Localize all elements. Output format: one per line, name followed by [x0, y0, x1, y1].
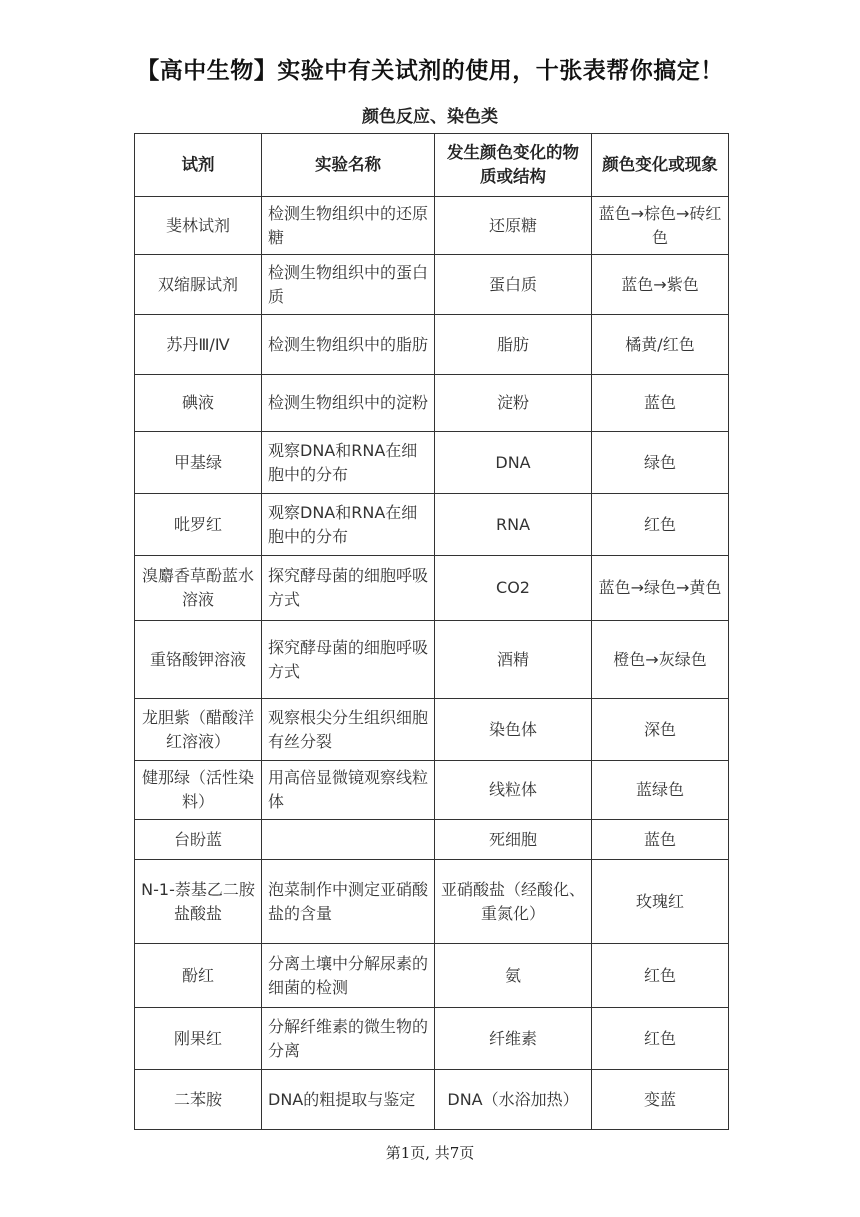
cell-substance: 死细胞 — [435, 820, 592, 860]
cell-substance: 酒精 — [435, 621, 592, 699]
cell-substance: 亚硝酸盐（经酸化、重氮化） — [435, 860, 592, 944]
table-row — [135, 1008, 729, 1070]
table-header-row — [135, 134, 729, 197]
cell-substance: 氨 — [435, 944, 592, 1008]
table-row — [135, 860, 729, 944]
cell-experiment: 用高倍显微镜观察线粒体 — [262, 761, 435, 820]
cell-color-change: 变蓝 — [592, 1070, 729, 1130]
cell-reagent: 台盼蓝 — [135, 820, 262, 860]
cell-color-change: 红色 — [592, 494, 729, 556]
table-row — [135, 621, 729, 699]
table-row — [135, 761, 729, 820]
cell-substance: 还原糖 — [435, 197, 592, 255]
cell-substance: DNA — [435, 432, 592, 494]
cell-reagent: N-1-萘基乙二胺盐酸盐 — [135, 860, 262, 944]
cell-experiment: 观察根尖分生组织细胞有丝分裂 — [262, 699, 435, 761]
cell-color-change: 橙色→灰绿色 — [592, 621, 729, 699]
cell-color-change: 蓝色 — [592, 820, 729, 860]
cell-experiment: 泡菜制作中测定亚硝酸盐的含量 — [262, 860, 435, 944]
cell-reagent: 苏丹Ⅲ/Ⅳ — [135, 315, 262, 375]
cell-substance: 纤维素 — [435, 1008, 592, 1070]
cell-reagent: 龙胆紫（醋酸洋红溶液） — [135, 699, 262, 761]
cell-color-change: 绿色 — [592, 432, 729, 494]
cell-reagent: 碘液 — [135, 375, 262, 432]
table-row — [135, 432, 729, 494]
cell-color-change: 红色 — [592, 944, 729, 1008]
cell-substance: 淀粉 — [435, 375, 592, 432]
cell-experiment: 检测生物组织中的脂肪 — [262, 315, 435, 375]
section-subtitle: 颜色反应、染色类 — [362, 107, 498, 127]
cell-reagent: 重铬酸钾溶液 — [135, 621, 262, 699]
cell-color-change: 红色 — [592, 1008, 729, 1070]
cell-experiment: DNA的粗提取与鉴定 — [262, 1070, 435, 1130]
page-number: 第1页, 共7页 — [385, 1144, 475, 1162]
cell-color-change: 橘黄/红色 — [592, 315, 729, 375]
cell-reagent: 刚果红 — [135, 1008, 262, 1070]
reagent-table — [134, 133, 729, 1130]
header-experiment: 实验名称 — [262, 134, 435, 197]
cell-substance: CO2 — [435, 556, 592, 621]
document-title: 【高中生物】实验中有关试剂的使用，十张表帮你搞定！ — [136, 58, 724, 84]
cell-experiment: 探究酵母菌的细胞呼吸方式 — [262, 621, 435, 699]
header-reagent: 试剂 — [135, 134, 262, 197]
cell-reagent: 双缩脲试剂 — [135, 255, 262, 315]
cell-substance: 蛋白质 — [435, 255, 592, 315]
cell-reagent: 吡罗红 — [135, 494, 262, 556]
cell-experiment: 观察DNA和RNA在细胞中的分布 — [262, 494, 435, 556]
table-row — [135, 944, 729, 1008]
cell-reagent: 斐林试剂 — [135, 197, 262, 255]
cell-experiment: 检测生物组织中的蛋白质 — [262, 255, 435, 315]
cell-substance: 脂肪 — [435, 315, 592, 375]
table-row — [135, 197, 729, 255]
cell-color-change: 蓝色 — [592, 375, 729, 432]
table-row — [135, 494, 729, 556]
cell-reagent: 酚红 — [135, 944, 262, 1008]
cell-substance: 染色体 — [435, 699, 592, 761]
cell-color-change: 玫瑰红 — [592, 860, 729, 944]
cell-reagent: 溴麝香草酚蓝水溶液 — [135, 556, 262, 621]
cell-substance: 线粒体 — [435, 761, 592, 820]
cell-experiment: 分离土壤中分解尿素的细菌的检测 — [262, 944, 435, 1008]
table-row — [135, 315, 729, 375]
table-row — [135, 556, 729, 621]
table-row — [135, 699, 729, 761]
cell-reagent: 甲基绿 — [135, 432, 262, 494]
cell-substance: RNA — [435, 494, 592, 556]
cell-reagent: 健那绿（活性染料） — [135, 761, 262, 820]
cell-experiment: 观察DNA和RNA在细胞中的分布 — [262, 432, 435, 494]
cell-color-change: 深色 — [592, 699, 729, 761]
cell-experiment — [262, 820, 435, 860]
cell-color-change: 蓝色→紫色 — [592, 255, 729, 315]
cell-color-change: 蓝绿色 — [592, 761, 729, 820]
header-substance: 发生颜色变化的物质或结构 — [435, 134, 592, 197]
cell-reagent: 二苯胺 — [135, 1070, 262, 1130]
table-row — [135, 255, 729, 315]
table-row — [135, 820, 729, 860]
cell-substance: DNA（水浴加热） — [435, 1070, 592, 1130]
cell-color-change: 蓝色→绿色→黄色 — [592, 556, 729, 621]
cell-experiment: 检测生物组织中的淀粉 — [262, 375, 435, 432]
table-row — [135, 1070, 729, 1130]
cell-experiment: 探究酵母菌的细胞呼吸方式 — [262, 556, 435, 621]
cell-color-change: 蓝色→棕色→砖红色 — [592, 197, 729, 255]
table-row — [135, 375, 729, 432]
header-color-change: 颜色变化或现象 — [592, 134, 729, 197]
cell-experiment: 检测生物组织中的还原糖 — [262, 197, 435, 255]
cell-experiment: 分解纤维素的微生物的分离 — [262, 1008, 435, 1070]
